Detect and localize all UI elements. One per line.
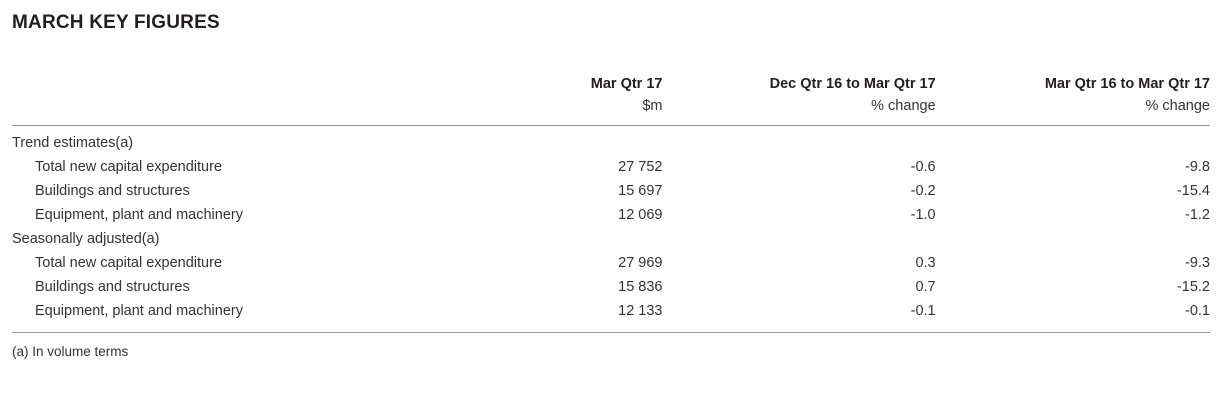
row-value-qtr-change: 0.7 xyxy=(915,279,936,295)
row-value-qtr-change xyxy=(663,126,936,155)
column-header-mar-qtr-16-to-mar-qtr-17: Mar Qtr 16 to Mar Qtr 17 xyxy=(1044,76,1210,92)
row-value-year-change: -9.8 xyxy=(1185,159,1210,175)
row-value-qtr-change: -0.2 xyxy=(910,183,936,199)
row-value-year-change: -1.2 xyxy=(1185,207,1210,223)
row-value-qtr-change: 0.3 xyxy=(915,255,936,271)
column-subheader-dollars-m: $m xyxy=(642,98,663,114)
table-row xyxy=(12,155,1210,179)
row-value-qtr-change: -1.0 xyxy=(910,207,936,223)
table-row xyxy=(12,203,1210,227)
column-subheader-pct-change-quarter: % change xyxy=(871,98,936,114)
table-header xyxy=(12,40,1210,126)
row-value-mar-qtr-17 xyxy=(417,126,663,155)
row-value-year-change: -0.1 xyxy=(1185,303,1210,319)
row-value-qtr-change: -0.1 xyxy=(910,303,936,319)
row-value-year-change: -9.3 xyxy=(1185,255,1210,271)
column-header-mar-qtr-17: Mar Qtr 17 xyxy=(590,76,663,92)
row-value-year-change xyxy=(936,126,1210,155)
row-value-year-change xyxy=(936,227,1210,251)
table-row xyxy=(12,251,1210,275)
column-subheader-pct-change-year: % change xyxy=(1145,98,1210,114)
row-value-mar-qtr-17: 12 133 xyxy=(618,303,663,319)
row-label: Equipment, plant and machinery xyxy=(35,303,243,319)
table-body xyxy=(12,126,1210,323)
column-header-label xyxy=(12,40,417,94)
row-value-mar-qtr-17: 12 069 xyxy=(618,207,663,223)
table-row xyxy=(12,179,1210,203)
row-value-mar-qtr-17: 27 969 xyxy=(618,255,663,271)
row-value-mar-qtr-17: 15 836 xyxy=(618,279,663,295)
row-label: Buildings and structures xyxy=(35,279,190,295)
row-value-qtr-change xyxy=(663,227,936,251)
table-row xyxy=(12,299,1210,323)
table-row xyxy=(12,126,1210,155)
row-label: Trend estimates(a) xyxy=(12,135,134,151)
row-label: Total new capital expenditure xyxy=(35,159,223,175)
row-value-mar-qtr-17 xyxy=(417,227,663,251)
row-label: Total new capital expenditure xyxy=(35,255,223,271)
row-value-year-change: -15.2 xyxy=(1176,279,1210,295)
key-figures-table xyxy=(12,40,1210,323)
row-label: Seasonally adjusted(a) xyxy=(12,231,160,247)
row-label: Equipment, plant and machinery xyxy=(35,207,243,223)
column-header-dec-qtr-16-to-mar-qtr-17: Dec Qtr 16 to Mar Qtr 17 xyxy=(769,76,936,92)
row-value-year-change: -15.4 xyxy=(1176,183,1210,199)
table-row xyxy=(12,227,1210,251)
row-label: Buildings and structures xyxy=(35,183,190,199)
column-subheader-label xyxy=(12,94,417,126)
footnote: (a) In volume terms xyxy=(12,344,129,359)
header-row-sub xyxy=(12,94,1210,126)
page-title: MARCH KEY FIGURES xyxy=(12,12,220,33)
row-value-mar-qtr-17: 15 697 xyxy=(618,183,663,199)
row-value-mar-qtr-17: 27 752 xyxy=(618,159,663,175)
header-row-main xyxy=(12,40,1210,94)
table-row xyxy=(12,275,1210,299)
row-value-qtr-change: -0.6 xyxy=(910,159,936,175)
